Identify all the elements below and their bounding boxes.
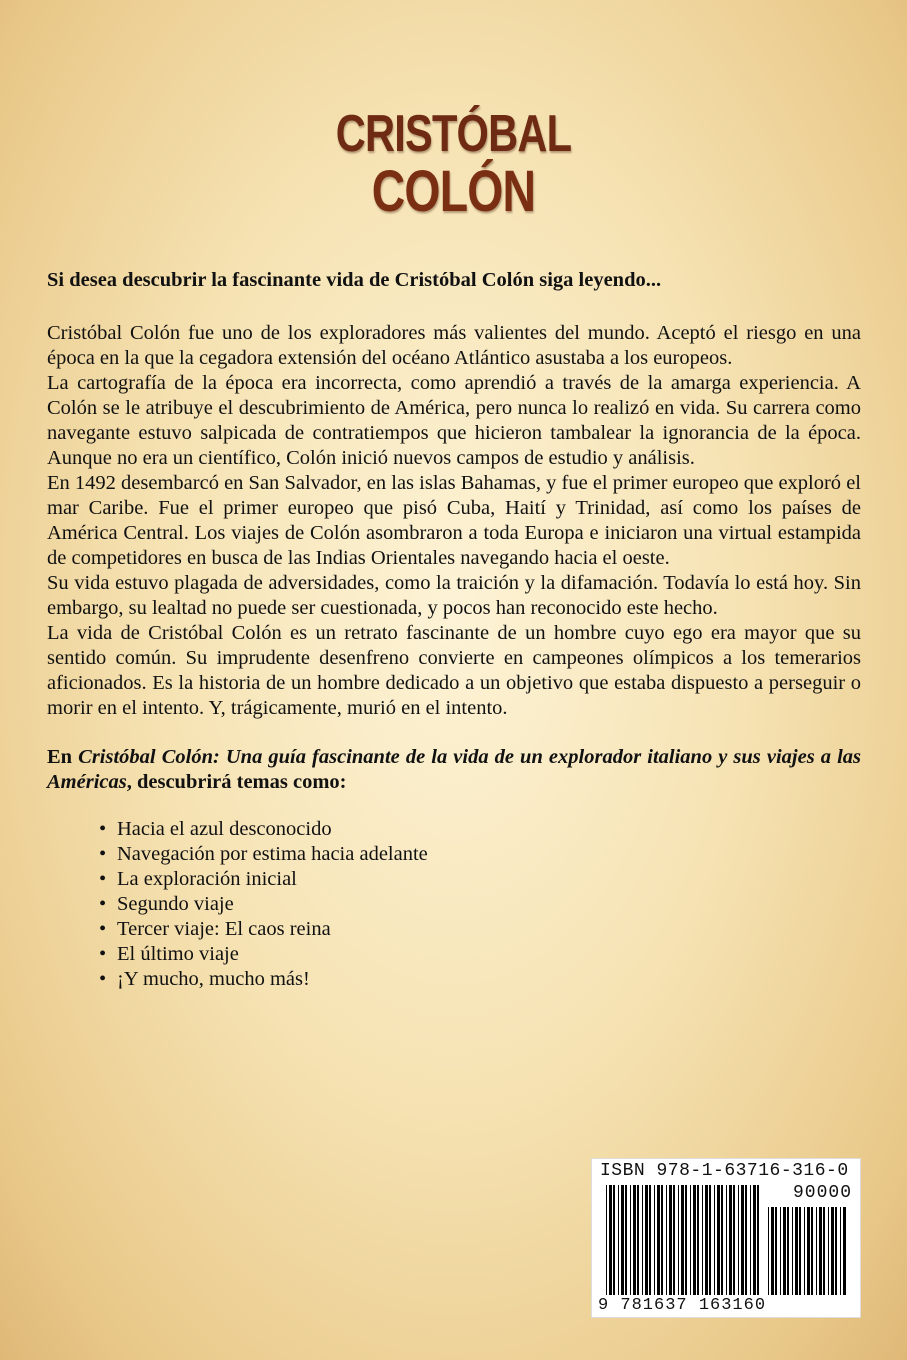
price-code: 90000 bbox=[792, 1183, 852, 1203]
barcode-bar bbox=[697, 1185, 699, 1295]
barcode-bar bbox=[654, 1185, 655, 1295]
barcode-bar bbox=[709, 1185, 711, 1295]
barcode-bar bbox=[787, 1207, 789, 1295]
barcode-bar bbox=[799, 1207, 801, 1295]
barcode-bar bbox=[666, 1185, 667, 1295]
bullet-icon: • bbox=[99, 943, 107, 965]
barcode-bar bbox=[669, 1185, 672, 1295]
barcode-bar bbox=[807, 1207, 810, 1295]
promo-book-title: Cristóbal Colón: Una guía fascinante de la vida de un explorador italiano y sus viajes a las Américas bbox=[47, 746, 861, 793]
barcode-bar bbox=[745, 1185, 747, 1295]
barcode-bar bbox=[613, 1185, 615, 1295]
barcode-bar bbox=[625, 1185, 627, 1295]
barcode-bar bbox=[733, 1185, 735, 1295]
barcode-bar bbox=[642, 1185, 643, 1295]
barcode-bar bbox=[738, 1185, 739, 1295]
hook-sentence: Si desea descubrir la fascinante vida de Cristóbal Colón siga leyendo... bbox=[47, 269, 662, 291]
isbn-barcode bbox=[591, 1158, 861, 1318]
barcode-bar bbox=[804, 1207, 805, 1295]
barcode-bar bbox=[714, 1185, 715, 1295]
barcode-bar bbox=[645, 1185, 648, 1295]
barcode-bar bbox=[678, 1185, 679, 1295]
list-item: • Navegación por estima hacia adelante bbox=[99, 843, 428, 865]
barcode-bar bbox=[823, 1207, 825, 1295]
ean-barcode-bars bbox=[606, 1185, 764, 1295]
ean-digits: 9 781637 163160 bbox=[598, 1296, 767, 1315]
barcode-bar bbox=[780, 1207, 781, 1295]
paragraph-5: La vida de Cristóbal Colón es un retrato fascinante de un hombre cuyo ego era mayor que su sentido común. Su imprudente desenfreno convierte en campeones olímpicos a los temerarios aficionados. Es la historia de un hombre dedicado a un objetivo que estaba dispuesto a perseguir o morir en el intento. Y, trágicamente, murió en el intento. bbox=[47, 622, 861, 719]
barcode-bar bbox=[633, 1185, 636, 1295]
barcode-bar bbox=[726, 1185, 727, 1295]
barcode-bar bbox=[816, 1207, 817, 1295]
price-barcode-bars bbox=[768, 1207, 848, 1295]
barcode-bar bbox=[685, 1185, 687, 1295]
bullet-icon: • bbox=[99, 968, 107, 990]
barcode-bar bbox=[609, 1185, 612, 1295]
barcode-bar bbox=[621, 1185, 624, 1295]
barcode-bar bbox=[741, 1185, 744, 1295]
barcode-bar bbox=[831, 1207, 834, 1295]
title-line-1: CRISTÓBAL bbox=[335, 105, 572, 163]
bullet-icon: • bbox=[99, 918, 107, 940]
barcode-bar bbox=[717, 1185, 720, 1295]
barcode-bar bbox=[661, 1185, 663, 1295]
title-line-2: COLÓN bbox=[371, 159, 536, 224]
barcode-bar bbox=[771, 1207, 774, 1295]
paragraph-2: La cartografía de la época era incorrecta, como aprendió a través de la amarga experiencia. A Colón se le atribuye el descubrimiento de América, pero nunca lo realizó en vida. Su carrera como navegante estuvo salpicada de contratiempos que hicieron tambalear la ignorancia de la época. Aunque no era un científico, Colón inició nuevos campos de estudio y análisis. bbox=[47, 372, 861, 469]
barcode-bar bbox=[753, 1185, 756, 1295]
barcode-bar bbox=[792, 1207, 793, 1295]
barcode-bar bbox=[795, 1207, 798, 1295]
barcode-bar bbox=[729, 1185, 732, 1295]
list-item: • Segundo viaje bbox=[99, 893, 234, 915]
topics-list bbox=[47, 817, 861, 992]
barcode-bar bbox=[843, 1207, 846, 1295]
list-item: • La exploración inicial bbox=[99, 868, 297, 890]
bullet-icon: • bbox=[99, 868, 107, 890]
list-item: • ¡Y mucho, mucho más! bbox=[99, 968, 310, 990]
bullet-icon: • bbox=[99, 893, 107, 915]
barcode-bar bbox=[828, 1207, 829, 1295]
barcode-bar bbox=[750, 1185, 751, 1295]
barcode-bar bbox=[757, 1185, 759, 1295]
paragraph-4: Su vida estuvo plagada de adversidades, como la traición y la difamación. Todavía lo está hoy. Sin embargo, su lealtad no puede ser cuestionada, y pocos han reconocido este hecho. bbox=[47, 572, 861, 619]
barcode-bar bbox=[819, 1207, 822, 1295]
barcode-bar bbox=[690, 1185, 691, 1295]
barcode-bar bbox=[702, 1185, 703, 1295]
promo-suffix: , descubrirá temas como: bbox=[126, 771, 347, 793]
isbn-label: ISBN 978-1-63716-316-0 bbox=[600, 1161, 849, 1181]
promo-prefix: En bbox=[47, 746, 79, 768]
barcode-bar bbox=[630, 1185, 631, 1295]
barcode-bar bbox=[657, 1185, 660, 1295]
bullet-icon: • bbox=[99, 818, 107, 840]
barcode-bar bbox=[835, 1207, 837, 1295]
paragraph-3: En 1492 desembarcó en San Salvador, en las islas Bahamas, y fue el primer europeo que exploró el mar Caribe. Fue el primer europeo que pisó Cuba, Haití y Trinidad, así como los países de América Central. Los viajes de Colón asombraron a toda Europa e iniciaron una virtual estampida de competidores en busca de las Indias Orientales navegando hacia el oeste. bbox=[47, 472, 861, 569]
barcode-bar bbox=[637, 1185, 639, 1295]
list-item: • Hacia el azul desconocido bbox=[99, 818, 332, 840]
barcode-bar bbox=[775, 1207, 777, 1295]
list-item: • El último viaje bbox=[99, 943, 239, 965]
bullet-icon: • bbox=[99, 843, 107, 865]
paragraph-1: Cristóbal Colón fue uno de los exploradores más valientes del mundo. Aceptó el riesgo en una época en la que la cegadora extensión del océano Atlántico asustaba a los europeos. bbox=[47, 322, 861, 369]
barcode-bar bbox=[783, 1207, 786, 1295]
barcode-bar bbox=[840, 1207, 841, 1295]
barcode-bar bbox=[681, 1185, 684, 1295]
barcode-bar bbox=[705, 1185, 708, 1295]
promo-sentence bbox=[47, 745, 861, 795]
barcode-bar bbox=[618, 1185, 619, 1295]
back-cover-text bbox=[47, 268, 861, 992]
list-item: • Tercer viaje: El caos reina bbox=[99, 918, 331, 940]
barcode-bar bbox=[811, 1207, 813, 1295]
barcode-bar bbox=[649, 1185, 651, 1295]
barcode-bar bbox=[606, 1185, 607, 1295]
barcode-bar bbox=[768, 1207, 769, 1295]
barcode-bar bbox=[721, 1185, 723, 1295]
barcode-bar bbox=[673, 1185, 675, 1295]
barcode-bar bbox=[693, 1185, 696, 1295]
